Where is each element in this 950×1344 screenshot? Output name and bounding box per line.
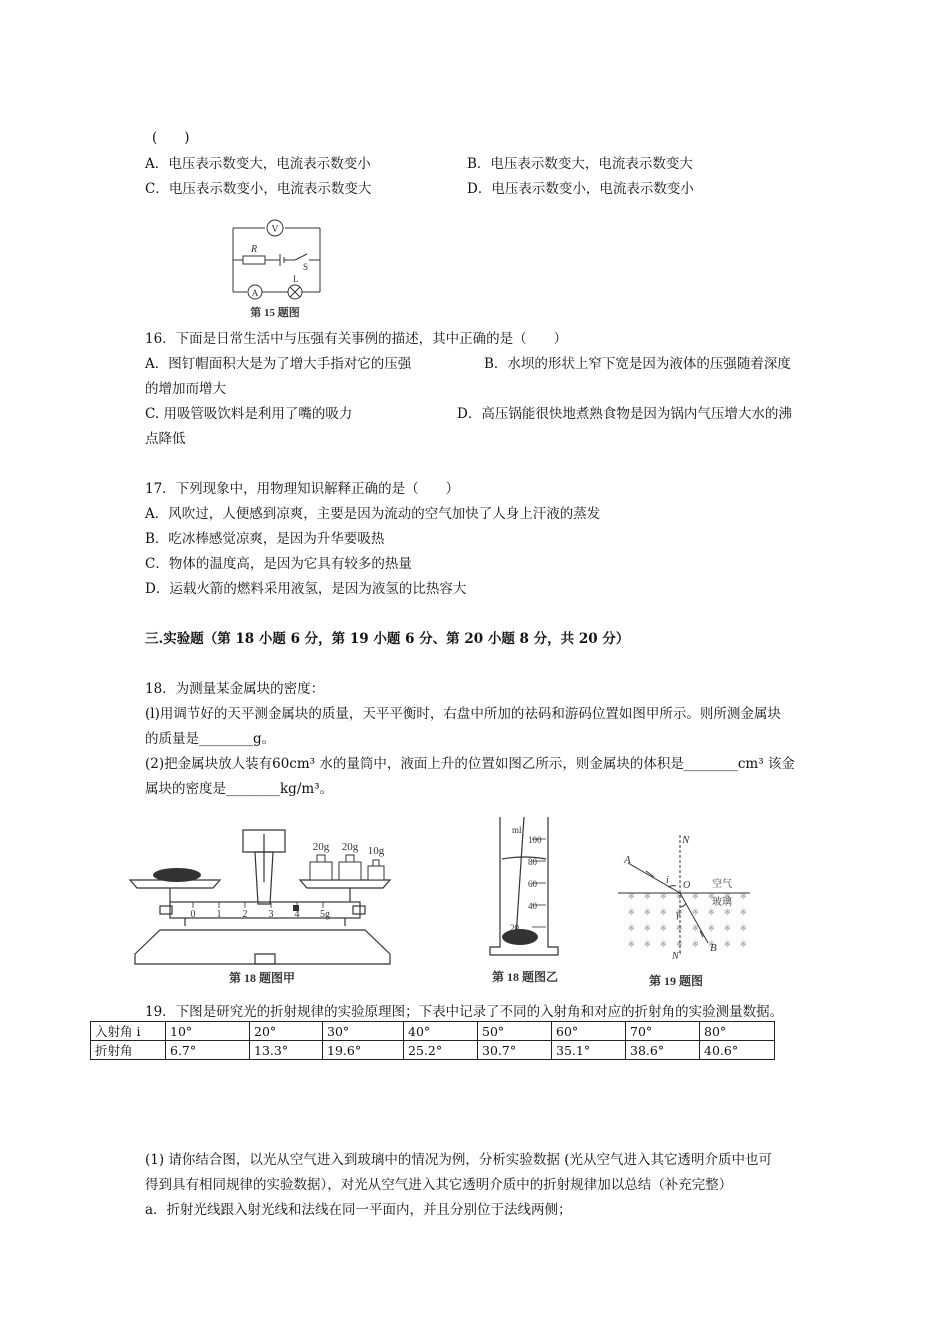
- cylinder-tick-40: 40: [528, 901, 537, 911]
- q18-balance-figure: [125, 822, 400, 987]
- q16-option-c: C. 用吸管吸饮料是利用了嘴的吸力: [145, 406, 353, 422]
- q19-rule-a: a．折射光线跟入射光线和法线在同一平面内，并且分别位于法线两侧；: [145, 1202, 572, 1218]
- table-cell: 13.3°: [250, 1041, 323, 1060]
- normal-label-n: N: [682, 834, 690, 846]
- q16-option-d-cont: 点降低: [145, 431, 186, 447]
- table-cell: 70°: [626, 1022, 700, 1041]
- angle-label-gamma: γ: [676, 909, 680, 920]
- angle-label-i: i: [666, 875, 669, 886]
- weight-20g-2: 20g: [341, 841, 359, 853]
- table-cell: 30.7°: [478, 1041, 552, 1060]
- weight-10g: 10g: [367, 845, 385, 857]
- q19-refraction-figure: [610, 825, 755, 990]
- ammeter-label: A: [251, 288, 259, 298]
- q19-stem: 19．下图是研究光的折射规律的实验原理图；下表中记录了不同的入射角和对应的折射角的实验测量数据。: [145, 1004, 784, 1020]
- q17-stem: 17．下列现象中，用物理知识解释正确的是（ ）: [145, 481, 460, 497]
- cylinder-tick-100: 100: [528, 835, 542, 845]
- medium-label-glass: 玻璃: [712, 897, 732, 908]
- cylinder-tick-20: 20: [510, 923, 519, 933]
- q19-figure-caption: 第 19 题图: [648, 974, 704, 988]
- refraction-data-table: [90, 1021, 775, 1060]
- table-cell: 30°: [323, 1022, 404, 1041]
- q18-part1-line1: (l)用调节好的天平测金属块的质量，天平平衡时，右盘中所加的祛码和游码位置如图甲所示。则所测金属块: [145, 706, 781, 722]
- q18-part2-line2: 属块的密度是________kg/m³。: [145, 781, 334, 797]
- q18-part2-line1: (2)把金属块放人装有60cm³ 水的量筒中，液面上升的位置如图乙所示，则金属块的体积是________cm³ 该金: [145, 756, 795, 772]
- table-cell: 80°: [700, 1022, 775, 1041]
- q17-option-a: A．风吹过，人便感到凉爽，主要是因为流动的空气加快了人身上汗液的蒸发: [145, 506, 601, 522]
- ray-label-b: B: [710, 942, 717, 954]
- ray-label-a: A: [624, 854, 631, 866]
- q15-option-b: B．电压表示数变大，电流表示数变大: [467, 156, 693, 172]
- q16-option-b-cont: 的增加而增大: [145, 381, 226, 397]
- switch-label: S: [303, 262, 309, 272]
- q17-option-c: C．物体的温度高，是因为它具有较多的热量: [145, 556, 412, 572]
- table-cell: 19.6°: [323, 1041, 404, 1060]
- table-row: [91, 1022, 775, 1041]
- q18-cylinder-figure: [478, 815, 573, 987]
- table-cell: 40.6°: [700, 1041, 775, 1060]
- q16-option-d: D．高压锅能很快地煮熟食物是因为锅内气压增大水的沸: [457, 406, 792, 422]
- scale-tick-2: 2: [242, 909, 248, 920]
- q19-part1-line2: 得到具有相同规律的实验数据），对光从空气进入其它透明介质中的折射规律加以总结（补充完整）: [145, 1177, 733, 1193]
- medium-label-air: 空气: [712, 879, 732, 890]
- q18-figure-b-caption: 第 18 题图乙: [491, 970, 559, 984]
- table-cell: 40°: [404, 1022, 478, 1041]
- q18-figure-a-caption: 第 18 题图甲: [228, 971, 296, 985]
- q17-option-b: B．吃冰棒感觉凉爽，是因为升华要吸热: [145, 531, 385, 547]
- q16-option-b: B．水坝的形状上窄下宽是因为液体的压强随着深度: [484, 356, 791, 372]
- section3-title: 三.实验题（第 18 小题 6 分，第 19 小题 6 分、第 20 小题 8 分，共 20 分）: [145, 631, 630, 647]
- cylinder-unit: ml: [512, 825, 522, 835]
- table-cell: 60°: [552, 1022, 626, 1041]
- q15-bracket: ( ): [152, 130, 190, 146]
- weight-20g-1: 20g: [312, 841, 330, 853]
- q18-stem: 18．为测量某金属块的密度：: [145, 681, 325, 697]
- cylinder-tick-60: 60: [528, 879, 537, 889]
- q16-option-a: A．图钉帽面积大是为了增大手指对它的压强: [145, 356, 412, 372]
- q18-part1-line2: 的质量是________g。: [145, 731, 276, 747]
- scale-tick-3: 3: [268, 909, 274, 920]
- table-cell: 10°: [166, 1022, 250, 1041]
- scale-tick-1: 1: [216, 909, 222, 920]
- table-cell: 折射角: [91, 1041, 166, 1060]
- scale-tick-4: 4: [294, 909, 300, 920]
- q17-option-d: D．运载火箭的燃料采用液氢，是因为液氢的比热容大: [145, 581, 467, 597]
- point-label-o: O: [683, 880, 691, 891]
- resistor-label: R: [251, 244, 258, 255]
- q15-circuit-figure: [225, 212, 335, 322]
- q15-option-d: D．电压表示数变小，电流表示数变小: [467, 181, 694, 197]
- voltmeter-label: V: [271, 224, 279, 235]
- normal-label-n-prime: N': [672, 951, 681, 962]
- q15-option-a: A．电压表示数变大，电流表示数变小: [145, 156, 371, 172]
- table-cell: 25.2°: [404, 1041, 478, 1060]
- table-cell: 20°: [250, 1022, 323, 1041]
- scale-tick-5g: 5g: [320, 909, 330, 920]
- table-cell: 50°: [478, 1022, 552, 1041]
- cylinder-tick-80: 80: [528, 857, 537, 867]
- q15-figure-caption: 第 15 题图: [250, 307, 300, 319]
- table-row: [91, 1041, 775, 1060]
- table-cell: 38.6°: [626, 1041, 700, 1060]
- scale-tick-0: 0: [190, 909, 196, 920]
- table-cell: 6.7°: [166, 1041, 250, 1060]
- q16-stem: 16．下面是日常生活中与压强有关事例的描述，其中正确的是（ ）: [145, 331, 568, 347]
- table-cell: 入射角 i: [91, 1022, 166, 1041]
- lamp-label: L: [293, 274, 299, 284]
- table-cell: 35.1°: [552, 1041, 626, 1060]
- q15-option-c: C．电压表示数变小，电流表示数变大: [145, 181, 372, 197]
- q19-part1-line1: (1) 请你结合图，以光从空气进入到玻璃中的情况为例，分析实验数据 (光从空气进入其它透明介质中也可: [145, 1152, 772, 1168]
